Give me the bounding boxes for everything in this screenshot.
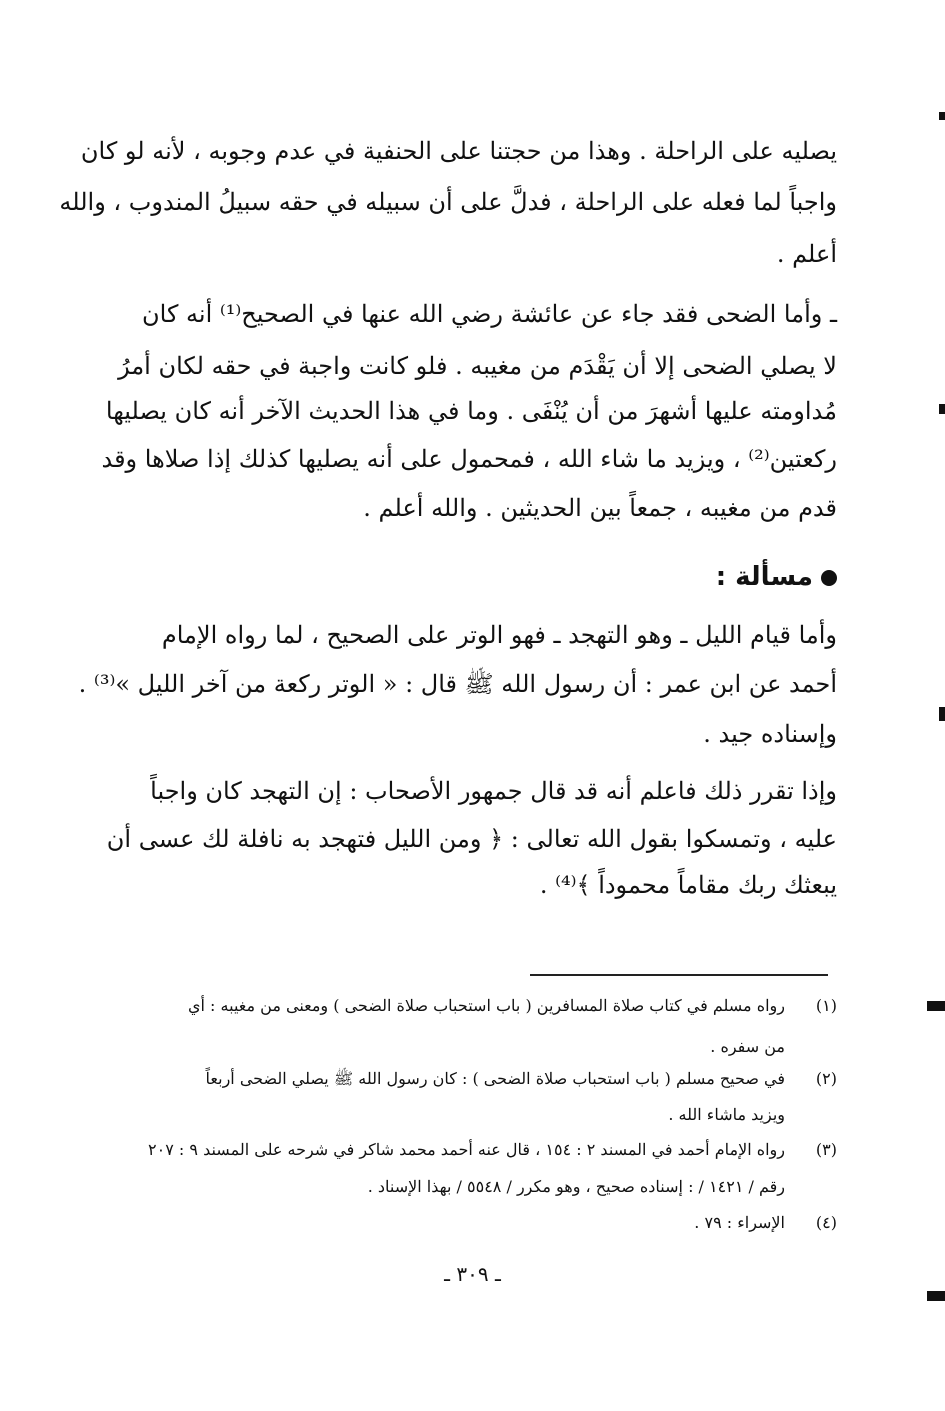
footnote-number: (٢) [815,1069,837,1088]
scan-edge-mark [939,112,945,120]
scan-edge-mark [939,404,945,414]
para3-line-2: أحمد عن ابن عمر : أن رسول الله ﷺ قال : « الوتر ركعة من آخر الليل »⁽³⁾ . [78,670,837,698]
para3-line-1: وأما قيام الليل ـ وهو التهجد ـ فهو الوتر على الصحيح ، لما رواه الإمام [161,621,837,649]
section-heading-text: مسألة : [715,562,813,592]
footnote-number: (٣) [815,1140,837,1159]
scan-edge-mark [927,1001,945,1011]
footnote-text: ويزيد ماشاء الله . [668,1105,785,1124]
footnote-text: رقم / ١٤٢١ / : إسناده صحيح ، وهو مكرر / ٥٥٤٨ / بهذا الإسناد . [367,1177,785,1196]
para1-line-1: يصليه على الراحلة . وهذا من حجتنا على الحنفية في عدم وجوبه ، لأنه لو كان [80,137,837,165]
para1-line-3: أعلم . [776,240,837,268]
para2-line-1: ـ وأما الضحى فقد جاء عن عائشة رضي الله عنها في الصحيح⁽¹⁾ أنه كان [142,300,837,328]
para2-line-5: قدم من مغيبه ، جمعاً بين الحديثين . والله أعلم . [363,494,837,522]
para1-line-2: واجباً لما فعله على الراحلة ، فدلَّ على أن سبيله في حقه سبيلُ المندوب ، والله [59,188,837,216]
para4-line-2: عليه ، وتمسكوا بقول الله تعالى : ﴿ ومن الليل فتهجد به نافلة لك عسى أن [106,825,837,853]
scan-edge-mark [939,707,945,721]
footnote-text: في صحيح مسلم ( باب استحباب صلاة الضحى ) : كان رسول الله ﷺ يصلي الضحى أربعاً [205,1069,785,1088]
para2-line-4: ركعتين⁽²⁾ ، ويزيد ما شاء الله ، فمحمول على أنه يصليها كذلك إذا صلاها وقد [101,445,837,473]
footnote-text: الإسراء : ٧٩ . [694,1213,785,1232]
para2-line-2: لا يصلي الضحى إلا أن يَقْدَم من مغيبه . فلو كانت واجبة في حقه لكان أمرُ [118,352,837,380]
section-heading [716,559,837,595]
footnote-number: (٤) [815,1213,837,1232]
para3-line-3: وإسناده جيد . [703,720,837,748]
footnote-text: رواه الإمام أحمد في المسند ٢ : ١٥٤ ، قال عنه أحمد محمد شاكر في شرحه على المسند ٩ : ٢٠٧ [148,1140,785,1159]
para4-line-1: وإذا تقرر ذلك فاعلم أنه قد قال جمهور الأصحاب : إن التهجد كان واجباً [150,777,837,805]
footnote-number: (١) [815,996,837,1015]
para4-line-3: يبعثك ربك مقاماً محموداً ﴾⁽⁴⁾ . [539,871,837,899]
footnote-text: من سفره . [710,1037,785,1056]
para2-line-3: مُداومته عليها أشهرَ من أن يُنْفَى . وما في هذا الحديث الآخر أنه كان يصليها [105,397,837,425]
footnote-text: رواه مسلم في كتاب صلاة المسافرين ( باب استحباب صلاة الضحى ) ومعنى من مغيبه : أي [188,996,785,1015]
page-number: ـ ٣٠٩ ـ [444,1262,501,1286]
bullet-icon [821,570,837,586]
scan-edge-mark [927,1291,945,1301]
footnote-divider [530,974,828,976]
